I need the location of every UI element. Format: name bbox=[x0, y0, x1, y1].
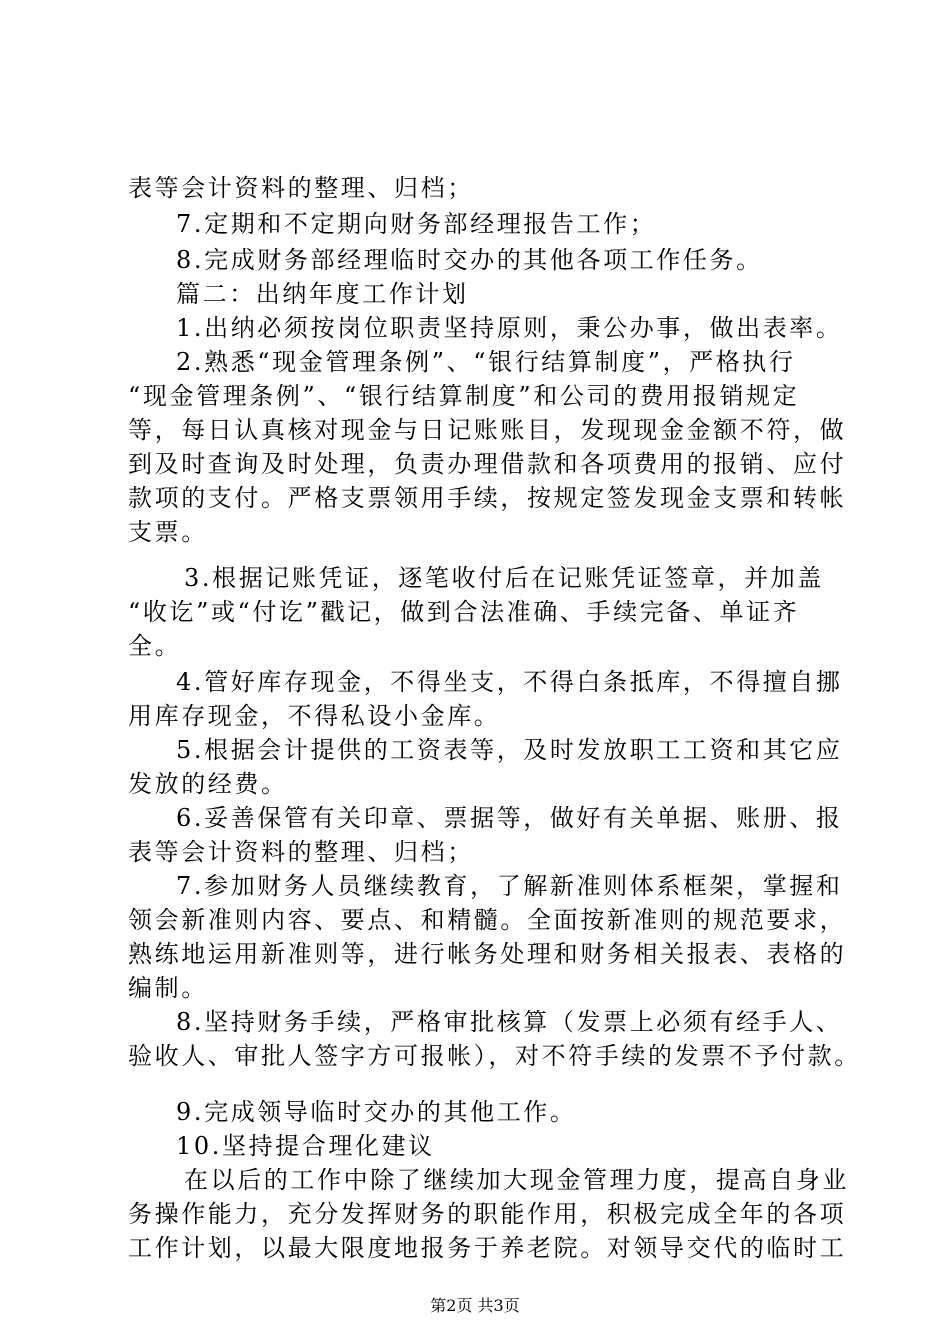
text-line: 等，每日认真核对现金与日记账账目，发现现金金额不符，做 bbox=[128, 416, 847, 444]
text-line: 7.定期和不定期向财务部经理报告工作； bbox=[176, 210, 657, 238]
text-line: 10.坚持提合理化建议 bbox=[176, 1132, 435, 1160]
text-line: 9.完成领导临时交办的其他工作。 bbox=[176, 1098, 577, 1126]
text-line: 2.熟悉“现金管理条例”、“银行结算制度”，严格执行 bbox=[176, 348, 796, 376]
text-line: “现金管理条例”、“银行结算制度”和公司的费用报销规定 bbox=[128, 382, 800, 410]
section-heading: 篇二：出纳年度工作计划 bbox=[176, 280, 469, 308]
text-line: 表等会计资料的整理、归档； bbox=[128, 174, 474, 202]
text-line: 3.根据记账凭证，逐笔收付后在记账凭证签章，并加盖 bbox=[184, 564, 824, 592]
text-line: 1.出纳必须按岗位职责坚持原则，秉公办事，做出表率。 bbox=[176, 314, 843, 342]
text-line: 熟练地运用新准则等，进行帐务处理和财务相关报表、表格的 bbox=[128, 940, 847, 968]
text-line: 8.完成财务部经理临时交办的其他各项工作任务。 bbox=[176, 246, 763, 274]
text-line: 用库存现金，不得私设小金库。 bbox=[128, 702, 501, 730]
text-line: 验收人、审批人签字方可报帐），对不符手续的发票不予付款。 bbox=[128, 1042, 861, 1070]
text-line: 款项的支付。严格支票领用手续，按规定签发现金支票和转帐 bbox=[128, 484, 847, 512]
text-line: 到及时查询及时处理，负责办理借款和各项费用的报销、应付 bbox=[128, 450, 847, 478]
text-line: 工作计划，以最大限度地报务于养老院。对领导交代的临时工 bbox=[128, 1234, 847, 1262]
text-line: 7.参加财务人员继续教育，了解新准则体系框架，掌握和 bbox=[176, 872, 843, 900]
text-line: 编制。 bbox=[128, 974, 208, 1002]
page-number-footer: 第2页 共3页 bbox=[430, 1296, 520, 1315]
text-line: 6.妥善保管有关印章、票据等，做好有关单据、账册、报 bbox=[176, 804, 843, 832]
text-line: 务操作能力，充分发挥财务的职能作用，积极完成全年的各项 bbox=[128, 1200, 847, 1228]
text-line: 支票。 bbox=[128, 518, 208, 546]
text-line: 领会新准则内容、要点、和精髓。全面按新准则的规范要求， bbox=[128, 906, 847, 934]
text-line: “收讫”或“付讫”戳记，做到合法准确、手续完备、单证齐 bbox=[128, 598, 800, 626]
text-line: 全。 bbox=[128, 632, 182, 660]
text-line: 4.管好库存现金，不得坐支，不得白条抵库，不得擅自挪 bbox=[176, 668, 843, 696]
text-line: 在以后的工作中除了继续加大现金管理力度，提高自身业 bbox=[184, 1166, 849, 1194]
text-line: 发放的经费。 bbox=[128, 770, 288, 798]
text-line: 表等会计资料的整理、归档； bbox=[128, 838, 474, 866]
text-line: 8.坚持财务手续，严格审批核算（发票上必须有经手人、 bbox=[176, 1008, 843, 1036]
text-line: 5.根据会计提供的工资表等，及时发放职工工资和其它应 bbox=[176, 736, 843, 764]
